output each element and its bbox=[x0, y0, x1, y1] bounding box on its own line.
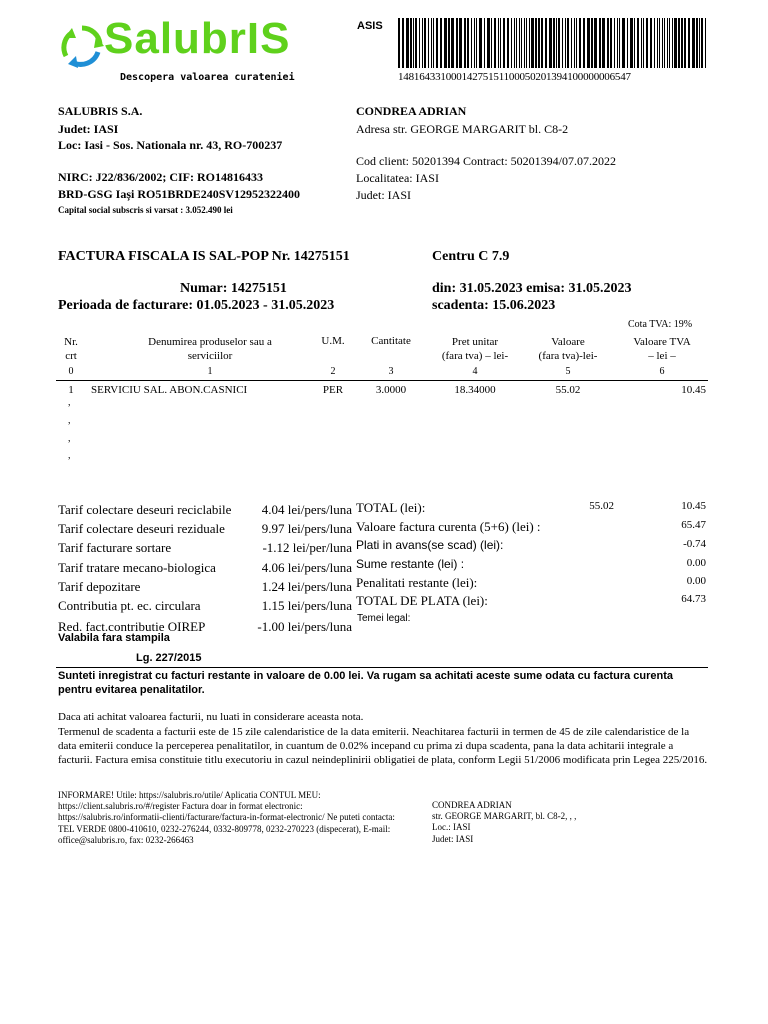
supplier-name: SALUBRIS S.A. bbox=[58, 104, 143, 118]
tariff-value: 4.06 lei/pers/luna bbox=[261, 559, 352, 575]
barcode-bar bbox=[535, 18, 537, 68]
barcode-bar bbox=[622, 18, 625, 68]
col-header-value: Valoare (fara tva)-lei- bbox=[538, 336, 598, 362]
barcode-bar bbox=[696, 18, 698, 68]
tariff-value: 1.15 lei/pers/luna bbox=[261, 598, 352, 614]
table-header-divider bbox=[56, 380, 708, 381]
arrears-label: Sume restante (lei) : bbox=[356, 557, 465, 571]
total-value: 55.02 bbox=[589, 500, 614, 512]
col-number-1: 1 bbox=[207, 366, 213, 377]
barcode-bar bbox=[428, 18, 429, 68]
recipient-name: CONDREA ADRIAN bbox=[432, 800, 512, 810]
blank-mark: , bbox=[68, 415, 71, 426]
barcode-bar bbox=[571, 18, 572, 68]
barcode-bar bbox=[567, 18, 569, 68]
row-price: 18.34000 bbox=[454, 384, 496, 396]
row-value: 55.02 bbox=[555, 384, 581, 396]
barcode-bar bbox=[553, 18, 555, 68]
barcode-bar bbox=[556, 18, 557, 68]
logo-tagline: Descopera valoarea curateniei bbox=[120, 72, 295, 83]
barcode-bar bbox=[705, 18, 706, 68]
barcode-bar bbox=[646, 18, 648, 68]
col-number-3: 3 bbox=[388, 366, 394, 377]
row-vat: 10.45 bbox=[681, 384, 706, 396]
barcode-bar bbox=[531, 18, 534, 68]
blank-mark: , bbox=[68, 397, 71, 408]
recipient-street: str. GEORGE MARGARIT, bl. C8-2, , , bbox=[432, 811, 577, 822]
invoice-center: Centru C 7.9 bbox=[432, 249, 510, 264]
barcode-bar bbox=[650, 18, 652, 68]
barcode-bar bbox=[529, 18, 530, 68]
barcode-bar bbox=[602, 18, 605, 68]
recycle-icon bbox=[58, 22, 106, 70]
barcode-bar bbox=[526, 18, 527, 68]
blank-mark: , bbox=[68, 450, 71, 461]
tariff-value: 9.97 lei/pers/luna bbox=[261, 521, 352, 537]
advance-payments-value: -0.74 bbox=[683, 538, 706, 550]
barcode-bar bbox=[422, 18, 423, 68]
barcode-bar bbox=[674, 18, 677, 68]
barcode-bar bbox=[630, 18, 633, 68]
barcode-number: 14816433100014275151100050201394100000006547 bbox=[398, 71, 631, 83]
current-invoice-value: 65.47 bbox=[681, 519, 706, 531]
tariff-value: -1.12 lei/per/luna bbox=[262, 540, 352, 556]
barcode-bar bbox=[669, 18, 670, 68]
barcode-bar bbox=[617, 18, 618, 68]
barcode-bar bbox=[456, 18, 458, 68]
due-date: scadenta: 15.06.2023 bbox=[432, 298, 556, 313]
col-number-6: 6 bbox=[659, 366, 665, 377]
blank-mark: , bbox=[68, 433, 71, 444]
logo bbox=[58, 14, 328, 74]
row-nr: 1 bbox=[68, 384, 74, 396]
barcode-bar bbox=[672, 18, 673, 68]
barcode-bar bbox=[662, 18, 663, 68]
col-header-nr: Nr. crt bbox=[64, 336, 78, 362]
barcode-bar bbox=[558, 18, 560, 68]
barcode-bar bbox=[654, 18, 655, 68]
total-to-pay-label: TOTAL DE PLATA (lei): bbox=[356, 593, 488, 608]
tariff-label: Tarif colectare deseuri reziduale bbox=[58, 521, 225, 537]
barcode-bar bbox=[678, 18, 680, 68]
barcode-bar bbox=[643, 18, 644, 68]
supplier-address: Loc: Iasi - Sos. Nationala nr. 43, RO-700237 bbox=[58, 138, 283, 152]
barcode-bar bbox=[591, 18, 593, 68]
row-product: SERVICIU SAL. ABON.CASNICI bbox=[91, 384, 248, 396]
tariff-value: 4.04 lei/pers/luna bbox=[261, 502, 352, 517]
total-label: TOTAL (lei): bbox=[356, 500, 426, 515]
billing-period: Perioada de facturare: 01.05.2023 - 31.05.2023 bbox=[58, 298, 335, 313]
supplier-bank: BRD-GSG Iași RO51BRDE240SV12952322400 bbox=[58, 187, 301, 201]
tariff-row bbox=[58, 577, 352, 596]
barcode-bar bbox=[507, 18, 509, 68]
penalties-label: Penalitati restante (lei): bbox=[356, 575, 478, 590]
barcode-bar bbox=[519, 18, 520, 68]
footer-info: INFORMARE! Utile: https://salubris.ro/utile/ Aplicatia CONTUL MEU: https://client.salubris.ro/#/register Factura doar in format electronic: https://salubris.ro/informatii-clienti/facturare/factura-in-format-electronic/ Ne puteti contacta: TEL VERDE 0800-410610, 0232-276244, 0332-809778, 0232-270223 (dispecerat), E-mail: office@salubris.ro, fax: 0232-266463 bbox=[58, 790, 395, 845]
barcode-bar bbox=[579, 18, 581, 68]
supplier-capital: Capital social subscris si varsat : 3.052.490 lei bbox=[58, 205, 233, 215]
barcode-bar bbox=[565, 18, 566, 68]
client-codes: Cod client: 50201394 Contract: 50201394/07.07.2022 bbox=[356, 154, 616, 168]
barcode-bar bbox=[688, 18, 690, 68]
col-number-2: 2 bbox=[330, 366, 336, 377]
barcode-bar bbox=[541, 18, 543, 68]
barcode-bar bbox=[448, 18, 450, 68]
row-um: PER bbox=[322, 384, 344, 396]
recipient-locality: Loc.: IASI bbox=[432, 822, 471, 833]
tariff-label: Tarif colectare deseuri reciclabile bbox=[58, 502, 232, 517]
tariff-label: Tarif tratare mecano-biologica bbox=[58, 559, 216, 575]
barcode-bar bbox=[410, 18, 412, 68]
client-address: Adresa str. GEORGE MARGARIT bl. C8-2 bbox=[356, 122, 569, 136]
barcode-bar bbox=[637, 18, 639, 68]
barcode-bar bbox=[659, 18, 660, 68]
barcode-bar bbox=[562, 18, 563, 68]
invoice-dates: din: 31.05.2023 emisa: 31.05.2023 bbox=[432, 281, 632, 296]
legal-basis-label: Temei legal: bbox=[357, 613, 411, 624]
tariff-label: Contributia pt. ec. circulara bbox=[58, 598, 201, 614]
barcode-bar bbox=[599, 18, 601, 68]
stamp-law: Lg. 227/2015 bbox=[136, 652, 202, 664]
barcode-bar bbox=[610, 18, 612, 68]
barcode-bar bbox=[657, 18, 658, 68]
tariff-row bbox=[58, 558, 352, 577]
tariffs-list bbox=[58, 500, 352, 636]
barcode-bar bbox=[459, 18, 462, 68]
barcode-bar bbox=[433, 18, 434, 68]
tariff-row bbox=[58, 596, 352, 615]
barcode-bar bbox=[500, 18, 501, 68]
client-name: CONDREA ADRIAN bbox=[356, 104, 467, 118]
tariff-value: 1.24 lei/pers/luna bbox=[261, 578, 352, 594]
barcode-bar bbox=[479, 18, 482, 68]
current-invoice-label: Valoare factura curenta (5+6) (lei) : bbox=[356, 519, 541, 534]
barcode-bar bbox=[398, 18, 400, 68]
notice-divider bbox=[56, 667, 708, 668]
barcode-bar bbox=[402, 18, 404, 68]
invoice-number: Numar: 14275151 bbox=[180, 281, 287, 296]
barcode-bar bbox=[576, 18, 577, 68]
barcode-bar bbox=[474, 18, 475, 68]
barcode-bar bbox=[545, 18, 547, 68]
barcode-bar bbox=[614, 18, 615, 68]
barcode-bar bbox=[514, 18, 515, 68]
barcode bbox=[398, 18, 706, 68]
barcode-bar bbox=[701, 18, 703, 68]
barcode-bar bbox=[699, 18, 700, 68]
barcode-bar bbox=[574, 18, 575, 68]
barcode-bar bbox=[664, 18, 665, 68]
arrears-value: 0.00 bbox=[686, 557, 706, 569]
tariff-row bbox=[58, 500, 352, 519]
barcode-bar bbox=[484, 18, 485, 68]
invoice-title: FACTURA FISCALA IS SAL-POP Nr. 14275151 bbox=[58, 249, 350, 264]
legal-terms: Termenul de scadenta a facturii este de 15 zile calendaristice de la data emiterii. Neachitarea facturii in termen de 45 de zile calendaristice de la data emiterii conduce la perceperea penalitatilor, in cuantum de 0.02% incepand cu prima zi dupa scadenta, pana la data achitarii integrale a facturii. Factura emisa constituie titlu executoriu in cazul neindeplinirii obligatiei de plata, conform Legii 51/2006 modificata prin Legea 225/2016. bbox=[58, 726, 708, 766]
col-header-vat: Valoare TVA – lei – bbox=[633, 336, 691, 362]
client-county: Judet: IASI bbox=[356, 188, 411, 202]
recipient-county: Judet: IASI bbox=[432, 833, 474, 844]
tariff-row bbox=[58, 538, 352, 557]
col-header-um: U.M. bbox=[321, 335, 345, 347]
col-header-qty: Cantitate bbox=[371, 335, 411, 347]
barcode-bar bbox=[431, 18, 432, 68]
penalties-value: 0.00 bbox=[686, 575, 706, 587]
paid-note: Daca ati achitat valoarea facturii, nu luati in considerare aceasta nota. bbox=[58, 711, 364, 723]
total-to-pay-value: 64.73 bbox=[681, 593, 706, 605]
barcode-bar bbox=[511, 18, 512, 68]
barcode-bar bbox=[627, 18, 628, 68]
col-number-5: 5 bbox=[565, 366, 571, 377]
tariff-label: Tarif facturare sortare bbox=[58, 540, 172, 556]
footer-recipient bbox=[432, 800, 576, 845]
barcode-bar bbox=[436, 18, 438, 68]
barcode-bar bbox=[467, 18, 469, 68]
barcode-bar bbox=[634, 18, 635, 68]
barcode-bar bbox=[424, 18, 426, 68]
barcode-bar bbox=[498, 18, 499, 68]
barcode-bar bbox=[451, 18, 454, 68]
row-qty: 3.0000 bbox=[375, 384, 407, 396]
barcode-bar bbox=[503, 18, 505, 68]
barcode-bar bbox=[692, 18, 695, 68]
barcode-bar bbox=[538, 18, 540, 68]
supplier-nirc: NIRC: J22/836/2002; CIF: RO14816433 bbox=[58, 170, 263, 184]
barcode-bar bbox=[471, 18, 472, 68]
supplier-county: Judet: IASI bbox=[58, 122, 119, 136]
col-number-4: 4 bbox=[472, 366, 478, 377]
barcode-bar bbox=[641, 18, 642, 68]
barcode-bar bbox=[415, 18, 417, 68]
barcode-bar bbox=[684, 18, 686, 68]
tariff-label: Tarif depozitare bbox=[58, 578, 141, 594]
tariff-row bbox=[58, 519, 352, 538]
barcode-bar bbox=[521, 18, 522, 68]
barcode-bar bbox=[587, 18, 590, 68]
barcode-bar bbox=[419, 18, 420, 68]
barcode-label: ASIS bbox=[357, 20, 383, 32]
barcode-bar bbox=[619, 18, 620, 68]
barcode-bar bbox=[476, 18, 477, 68]
tariff-label: Red. fact.contributie OIREP bbox=[58, 619, 206, 635]
logo-text: SalubrIS bbox=[104, 14, 291, 63]
barcode-bar bbox=[440, 18, 442, 68]
col-header-product: Denumirea produselor sau a serviciilor bbox=[148, 336, 272, 362]
barcode-bar bbox=[516, 18, 517, 68]
col-number-0: 0 bbox=[68, 366, 74, 377]
arrears-notice: Sunteti inregistrat cu facturi restante in valoare de 0.00 lei. Va rugam sa achitati aceste sume odata cu factura curenta pentru evitarea penalitatilor. bbox=[58, 670, 674, 696]
tariff-value: -1.00 lei/pers/luna bbox=[257, 619, 352, 635]
vat-rate: Cota TVA: 19% bbox=[628, 319, 693, 330]
barcode-bar bbox=[667, 18, 668, 68]
stamp-notice: Valabila fara stampila bbox=[58, 632, 170, 644]
barcode-bar bbox=[594, 18, 597, 68]
advance-payments-label: Plati in avans(se scad) (lei): bbox=[356, 538, 504, 552]
barcode-bar bbox=[549, 18, 552, 68]
barcode-bar bbox=[583, 18, 585, 68]
barcode-bar bbox=[487, 18, 490, 68]
client-locality: Localitatea: IASI bbox=[356, 171, 439, 185]
barcode-bar bbox=[406, 18, 409, 68]
barcode-bar bbox=[681, 18, 683, 68]
total-vat: 10.45 bbox=[681, 500, 706, 512]
barcode-bar bbox=[494, 18, 496, 68]
barcode-bar bbox=[413, 18, 414, 68]
col-header-price: Pret unitar (fara tva) – lei- bbox=[441, 336, 509, 362]
barcode-bar bbox=[464, 18, 466, 68]
barcode-bar bbox=[607, 18, 609, 68]
barcode-bar bbox=[491, 18, 492, 68]
barcode-bar bbox=[444, 18, 447, 68]
barcode-bar bbox=[524, 18, 525, 68]
